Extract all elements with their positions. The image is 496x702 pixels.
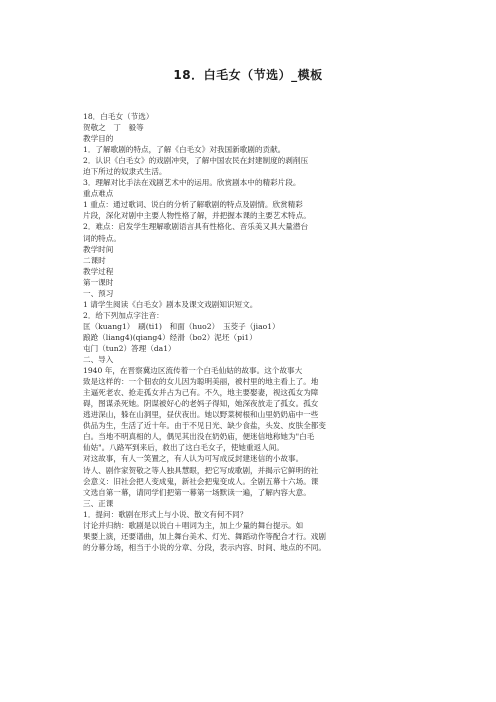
text-line: 迫下所过的奴隶式生活。: [83, 167, 167, 177]
document-body: [83, 111, 423, 553]
text-line: 18．白毛女（节选）: [83, 112, 154, 121]
text-line: 重点难点: [83, 189, 114, 199]
text-line: 逃进深山，躲在山洞里，昼伏夜出。她以野菜树根和山里奶奶庙中一些: [83, 410, 319, 420]
text-line: 2．认识《白毛女》的戏剧冲突，了解中国农民在封建制度的剥削压: [83, 156, 309, 166]
text-line: 教学目的: [83, 134, 114, 144]
text-line: 主逼死老农、抢走孤女并占为己有。不久，地主要娶妻，视这孤女为障: [83, 388, 319, 398]
text-line: 果要上演，还要谱曲，加上舞台美术、灯光、舞蹈动作等配合才行。戏剧: [83, 531, 326, 541]
text-line: 诗人、剧作家贺敬之等人独具慧眼，把它写成歌剧，并揭示它鲜明的社: [83, 465, 319, 475]
text-line: 第一课时: [83, 277, 114, 287]
text-line: 教学时间: [83, 244, 114, 254]
text-line: 仙姑"。八路军到来后，救出了这白毛女子，使她重返人间。: [83, 443, 284, 453]
text-line: 匡（kuang1） 刷(ti1) 和面（huo2） 玉茭子（jiao1）: [83, 321, 280, 331]
text-line: 文选自第一幕，请同学们把第一幕第一场默读一遍，了解内容大意。: [83, 487, 311, 497]
text-line: 会意义：旧社会把人变成鬼，新社会把鬼变成人。全剧五幕十六场。课: [83, 476, 319, 486]
text-line: 三、正课: [83, 498, 114, 508]
text-line: 2．给下列加点字注音：: [83, 310, 164, 320]
text-line: 二课时: [83, 255, 106, 265]
text-line: 1．了解歌剧的特点，了解《白毛女》对我国新歌剧的贡献。: [83, 145, 286, 155]
text-line: 白。当地不明真相的人，偶见其出没在奶奶庙，便迷信地称她为"白毛: [83, 432, 315, 442]
text-line: 贺敬之 丁 毅等: [83, 123, 144, 133]
text-line: 片段，深化对剧中主要人物性格了解，并把握本课的主要艺术特点。: [83, 211, 311, 221]
text-line: 教学过程: [83, 266, 114, 276]
text-line: 二、导入: [83, 355, 114, 365]
text-line: 1 请学生阅读《白毛女》剧本及课文戏剧知识短文。: [83, 299, 258, 309]
text-line: 碍，图谋杀死她。阴谋被好心的老妈子得知，她深夜放走了孤女。孤女: [83, 399, 319, 409]
text-line: 对这故事，有人一笑置之，有人认为可写成反封建迷信的小故事。: [83, 454, 304, 464]
text-line: 供品为生，生活了近十年。由于不见日光、缺少食盐，头发、皮肤全都变: [83, 421, 326, 431]
text-line: 2．难点：启发学生理解歌剧语言具有性格化、音乐美又具大量潜台: [83, 222, 309, 232]
text-line: 1．提问：歌剧在形式上与小说、散文有何不同？: [83, 509, 248, 519]
text-line: 1940 年，在晋察冀边区流传着一个白毛仙姑的故事。这个故事大: [83, 366, 303, 376]
text-line: 屯门（tun2）答理（da1）: [83, 343, 176, 353]
text-line: 讨论并归纳：歌剧是以说白＋唱词为主，加上少量的舞台提示。如: [83, 520, 304, 530]
text-line: 的分幕分场，相当于小说的分章、分段，表示内容、时间、地点的不同。: [83, 542, 326, 552]
text-line: 致是这样的：一个佃农的女儿因为聪明美丽，被村里的地主看上了。地: [83, 377, 319, 387]
text-line: 1 重点：通过歌词、说白的分析了解歌剧的特点及剧情。欣赏精彩: [83, 200, 303, 210]
text-line: 3．理解对比手法在戏剧艺术中的运用。欣赏剧本中的精彩片段。: [83, 178, 301, 188]
text-line: 一、预习: [83, 288, 114, 298]
document-title: 18．白毛女（节选）_模板: [173, 68, 323, 82]
text-line: 词的特点。: [83, 233, 121, 243]
text-line: 踉跄（liang4)(qiang4）经滑（bo2）泥坯（pi1）: [83, 332, 257, 342]
